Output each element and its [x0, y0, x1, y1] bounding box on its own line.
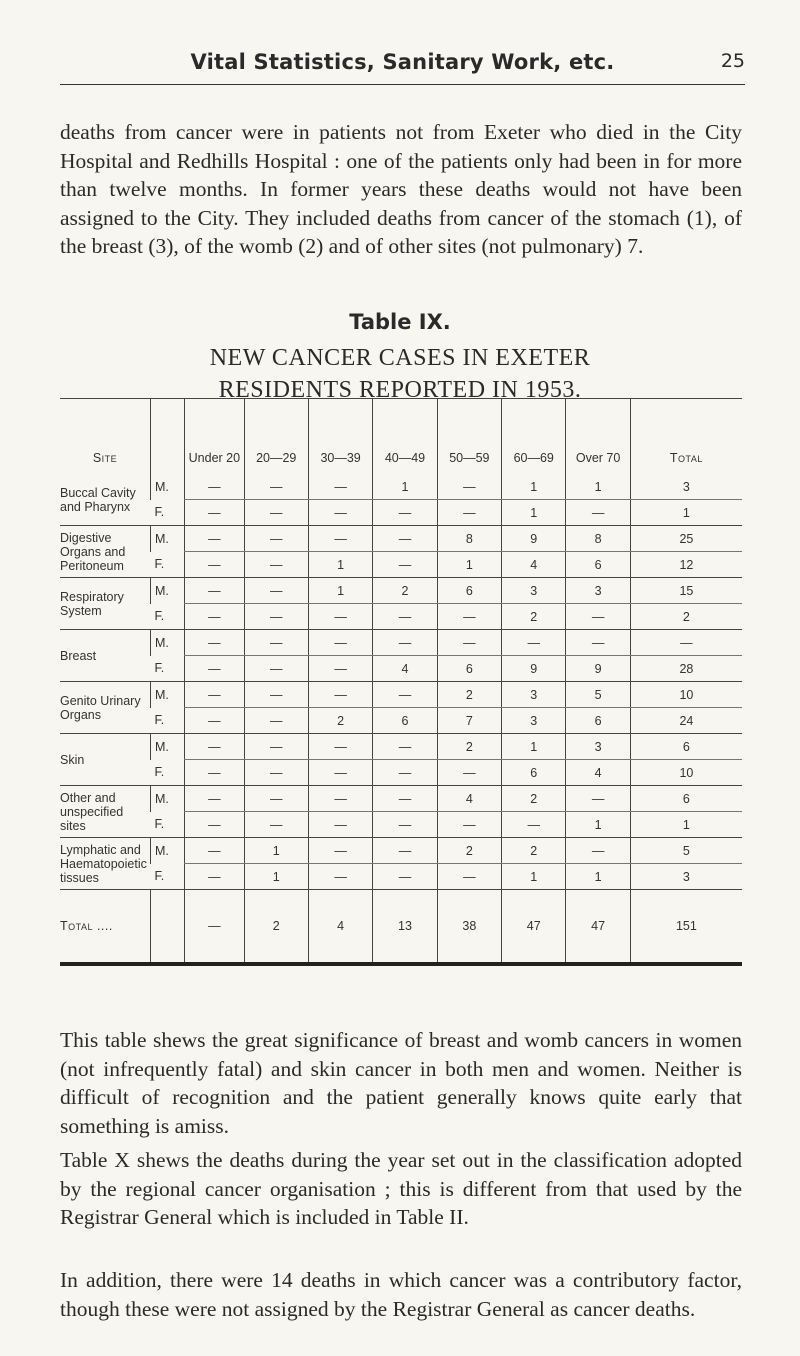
total-cell: 38	[437, 890, 501, 965]
total-label: Total ....	[60, 890, 151, 965]
table-cell: —	[244, 812, 308, 838]
header-sex	[151, 399, 185, 475]
sex-label: M.	[151, 838, 185, 864]
table-cell: 2	[502, 604, 566, 630]
table-cell: —	[185, 734, 244, 760]
table-cell: 1	[502, 500, 566, 526]
sex-label: F.	[151, 604, 185, 630]
header-30-39: 30—39	[308, 399, 372, 475]
table-cell: —	[308, 500, 372, 526]
site-label: Breast	[60, 630, 151, 682]
table-cell: —	[185, 760, 244, 786]
table-cell: —	[437, 500, 501, 526]
site-label: Buccal Cavity and Pharynx	[60, 474, 151, 526]
table-cell: —	[566, 838, 630, 864]
table-cell: 6	[630, 734, 742, 760]
header-40-49: 40—49	[373, 399, 437, 475]
table-cell: —	[373, 734, 437, 760]
total-cell: 13	[373, 890, 437, 965]
sex-label: F.	[151, 760, 185, 786]
table-cell: —	[437, 812, 501, 838]
sex-label: F.	[151, 812, 185, 838]
table-cell: —	[373, 552, 437, 578]
site-label: Skin	[60, 734, 151, 786]
table-cell: 6	[373, 708, 437, 734]
table-cell: 6	[566, 552, 630, 578]
table-row	[60, 474, 742, 500]
table-cell: —	[308, 838, 372, 864]
table-cell: 8	[437, 526, 501, 552]
table-cell: 1	[373, 474, 437, 500]
table-cell: —	[185, 838, 244, 864]
table-cell: 1	[308, 552, 372, 578]
sex-label: F.	[151, 552, 185, 578]
table-cell: 8	[566, 526, 630, 552]
site-label: Digestive Organs and Peritoneum	[60, 526, 151, 578]
table-cell: —	[308, 630, 372, 656]
table-cell: —	[437, 864, 501, 890]
table-cell: —	[244, 786, 308, 812]
table-cell: 4	[566, 760, 630, 786]
header-site: Site	[92, 451, 118, 465]
table-cell: —	[308, 604, 372, 630]
table-cell: —	[244, 734, 308, 760]
table-cell: —	[502, 812, 566, 838]
sex-label: M.	[151, 474, 185, 500]
sex-label: F.	[151, 864, 185, 890]
table-cell: 1	[244, 838, 308, 864]
table-cell: —	[308, 474, 372, 500]
table-cell: 10	[630, 682, 742, 708]
table-cell: —	[185, 552, 244, 578]
table-cell: 5	[566, 682, 630, 708]
table-cell: 12	[630, 552, 742, 578]
table-cell: —	[437, 760, 501, 786]
table-cell: 3	[630, 474, 742, 500]
table-cell: 10	[630, 760, 742, 786]
sex-label: F.	[151, 500, 185, 526]
table-cell: —	[308, 526, 372, 552]
table-cell: —	[185, 500, 244, 526]
page-number: 25	[720, 50, 745, 72]
header-total: Total	[630, 399, 742, 475]
sex-label: M.	[151, 630, 185, 656]
table-cell: —	[437, 474, 501, 500]
table-cell: 2	[437, 734, 501, 760]
table-cell: 6	[437, 578, 501, 604]
table-cell: 3	[566, 578, 630, 604]
header-row	[60, 399, 742, 475]
body-paragraph: Table X shews the deaths during the year set out in the classification adopted by the regional cancer organisation ; this is different from that used by the Registrar General which is included in Table II.	[60, 1148, 742, 1229]
table-cell: 4	[373, 656, 437, 682]
table-cell: 1	[244, 864, 308, 890]
table-cell: 1	[566, 864, 630, 890]
table-cell: —	[308, 760, 372, 786]
table-cell: —	[373, 630, 437, 656]
site-label: Other and unspecified sites	[60, 786, 151, 838]
table-cell: —	[244, 760, 308, 786]
table-body	[60, 474, 742, 890]
sex-label: M.	[151, 682, 185, 708]
table-cell: 7	[437, 708, 501, 734]
sex-label: M.	[151, 526, 185, 552]
table-cell: —	[244, 552, 308, 578]
body-paragraph: In addition, there were 14 deaths in which cancer was a contributory factor, though these were not assigned by the Registrar General as cancer deaths.	[60, 1268, 742, 1321]
table-cell: 3	[566, 734, 630, 760]
sex-label: M.	[151, 578, 185, 604]
table-cell: —	[244, 526, 308, 552]
running-header	[60, 44, 745, 85]
table-row	[60, 786, 742, 812]
table-row	[60, 682, 742, 708]
table-row	[60, 500, 742, 526]
site-label: Lymphatic and Haematopoietic tissues	[60, 838, 151, 890]
table-cell: 3	[502, 708, 566, 734]
table-cell: 6	[630, 786, 742, 812]
table-cell: —	[373, 604, 437, 630]
total-sex-cell	[151, 890, 185, 965]
table-cell: 1	[630, 500, 742, 526]
table-cell: —	[308, 734, 372, 760]
table-cell: —	[185, 864, 244, 890]
table-title: NEW CANCER CASES IN EXETER RESIDENTS REPORTED IN 1953.	[209, 345, 591, 403]
table-cell: 3	[502, 578, 566, 604]
table-cell: 25	[630, 526, 742, 552]
table-cell: —	[244, 708, 308, 734]
table-cell: —	[185, 656, 244, 682]
table-cell: 6	[437, 656, 501, 682]
table-cell: —	[566, 604, 630, 630]
table-cell: —	[244, 682, 308, 708]
intro-paragraph: deaths from cancer were in patients not from Exeter who died in the City Hospital and Redhills Hospital : one of the patients only had been in for more than twelve months. In former years these deaths would not have been assigned to the City. They included deaths from cancer of the stomach (1), of the breast (3), of the womb (2) and of other sites (not pulmonary) 7.	[60, 120, 742, 258]
table-cell: 1	[502, 864, 566, 890]
table-cell: —	[373, 760, 437, 786]
table-cell: —	[308, 786, 372, 812]
table-cell: 24	[630, 708, 742, 734]
header-over-70: Over 70	[566, 399, 630, 475]
body-paragraph: This table shews the great significance of breast and womb cancers in women (not infrequently fatal) and skin cancer in both men and women. Neither is difficult of recognition and the patient generally knows quite early that something is amiss.	[60, 1028, 742, 1138]
table-row	[60, 812, 742, 838]
table-cell: —	[566, 630, 630, 656]
table-row	[60, 630, 742, 656]
table-cell: 2	[502, 786, 566, 812]
table-cell: —	[373, 526, 437, 552]
table-cell: —	[244, 630, 308, 656]
table-cell: 2	[437, 838, 501, 864]
table-row	[60, 604, 742, 630]
table-row	[60, 838, 742, 864]
table-cell: —	[502, 630, 566, 656]
site-label: Respiratory System	[60, 578, 151, 630]
table-cell: —	[185, 526, 244, 552]
table-cell: 6	[566, 708, 630, 734]
table-row	[60, 760, 742, 786]
table-cell: 2	[437, 682, 501, 708]
table-cell: 9	[502, 526, 566, 552]
table-cell: 1	[502, 734, 566, 760]
table-cell: —	[185, 604, 244, 630]
table-cell: 2	[308, 708, 372, 734]
table-cell: 3	[502, 682, 566, 708]
table-row	[60, 656, 742, 682]
cancer-cases-table	[60, 398, 742, 966]
running-title: Vital Statistics, Sanitary Work, etc.	[190, 50, 615, 74]
table-cell: —	[630, 630, 742, 656]
table-cell: 1	[566, 812, 630, 838]
table-cell: 5	[630, 838, 742, 864]
total-cell: 2	[244, 890, 308, 965]
table-cell: —	[373, 682, 437, 708]
table-cell: 4	[437, 786, 501, 812]
sex-label: F.	[151, 708, 185, 734]
table-cell: —	[437, 630, 501, 656]
table-cell: —	[308, 864, 372, 890]
table-row	[60, 708, 742, 734]
table-cell: —	[185, 708, 244, 734]
table-cell: —	[244, 656, 308, 682]
table-cell: —	[185, 812, 244, 838]
table-cell: 2	[630, 604, 742, 630]
table-cell: —	[308, 812, 372, 838]
table-cell: —	[373, 500, 437, 526]
table-cell: 1	[308, 578, 372, 604]
sex-label: M.	[151, 786, 185, 812]
total-cell: 47	[502, 890, 566, 965]
table-row	[60, 578, 742, 604]
table-cell: 1	[566, 474, 630, 500]
table-cell: 15	[630, 578, 742, 604]
table-cell: —	[308, 682, 372, 708]
total-row	[60, 890, 742, 965]
table-cell: 1	[437, 552, 501, 578]
table-cell: 28	[630, 656, 742, 682]
sex-label: M.	[151, 734, 185, 760]
table-cell: 2	[373, 578, 437, 604]
site-label: Genito Urinary Organs	[60, 682, 151, 734]
header-50-59: 50—59	[437, 399, 501, 475]
table-cell: 2	[502, 838, 566, 864]
table-cell: 9	[502, 656, 566, 682]
table-cell: —	[185, 630, 244, 656]
table-cell: —	[566, 500, 630, 526]
table-cell: 4	[502, 552, 566, 578]
table-row	[60, 526, 742, 552]
header-60-69: 60—69	[502, 399, 566, 475]
table-cell: —	[244, 500, 308, 526]
table-cell: —	[185, 786, 244, 812]
table-cell: —	[308, 656, 372, 682]
table-cell: —	[566, 786, 630, 812]
table-cell: —	[373, 786, 437, 812]
table-cell: —	[185, 682, 244, 708]
table-cell: 3	[630, 864, 742, 890]
table-cell: 1	[630, 812, 742, 838]
table-cell: —	[373, 838, 437, 864]
table-row	[60, 864, 742, 890]
table-cell: —	[244, 578, 308, 604]
table-cell: —	[373, 864, 437, 890]
table-cell: —	[244, 474, 308, 500]
table-cell: —	[373, 812, 437, 838]
table-cell: 1	[502, 474, 566, 500]
table-cell: 9	[566, 656, 630, 682]
table-cell: —	[185, 578, 244, 604]
table-cell: —	[244, 604, 308, 630]
total-cell: 47	[566, 890, 630, 965]
total-cell: —	[185, 890, 244, 965]
header-20-29: 20—29	[244, 399, 308, 475]
total-cell: 151	[630, 890, 742, 965]
header-under-20: Under 20	[185, 399, 244, 475]
table-label: Table IX.	[349, 310, 451, 334]
sex-label: F.	[151, 656, 185, 682]
table-row	[60, 734, 742, 760]
total-cell: 4	[308, 890, 372, 965]
table-cell: 6	[502, 760, 566, 786]
table-cell: —	[437, 604, 501, 630]
table-cell: —	[185, 474, 244, 500]
table-row	[60, 552, 742, 578]
